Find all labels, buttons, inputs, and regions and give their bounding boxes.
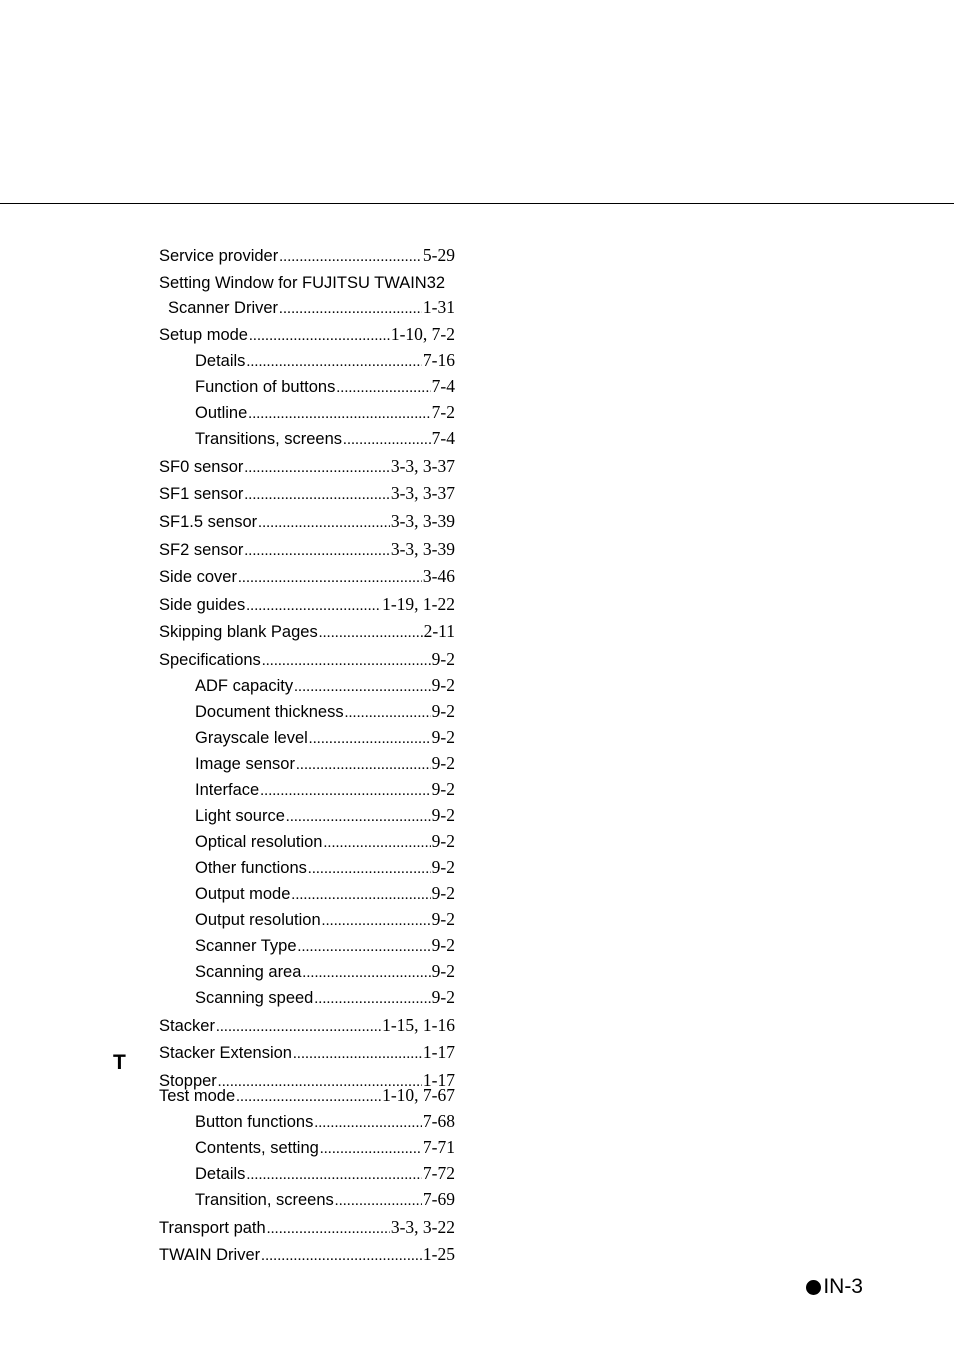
dot-leader [246, 350, 421, 374]
index-subentry [159, 426, 455, 452]
dot-leader [286, 805, 431, 829]
index-subentry [159, 400, 455, 426]
index-term: Light source [195, 806, 285, 825]
index-subentry [159, 673, 455, 699]
dot-leader [244, 483, 389, 507]
index-term: SF2 sensor [159, 540, 244, 559]
page-reference: 7-4 [431, 376, 455, 397]
index-term: Specifications [159, 650, 261, 669]
index-subentry [159, 1187, 455, 1213]
page-reference: 9-2 [431, 908, 455, 929]
index-subentry [159, 777, 455, 803]
index-term: Details [195, 1165, 246, 1183]
index-term: Optical resolution [195, 832, 323, 851]
page-reference: 9-2 [431, 674, 455, 695]
index-entry [159, 295, 455, 321]
dot-leader [246, 1163, 421, 1187]
page-reference: 9-2 [431, 726, 455, 747]
page-reference: 7-68 [422, 1111, 455, 1131]
index-entry [159, 1242, 455, 1268]
dot-leader [262, 649, 431, 673]
dot-leader [267, 1217, 390, 1241]
index-term: Stopper [159, 1071, 217, 1090]
index-entry [159, 564, 455, 590]
index-term: Grayscale level [195, 728, 308, 747]
index-entry [159, 454, 455, 480]
page-reference: 1-31 [422, 296, 455, 317]
index-subentry [159, 959, 455, 985]
index-entry [159, 1215, 455, 1241]
index-entry [159, 509, 455, 535]
dot-leader [320, 1137, 422, 1161]
page-reference: 9-2 [431, 804, 455, 825]
page-reference: 3-3, 3-37 [390, 483, 455, 504]
index-subentry [159, 725, 455, 751]
header-rule [0, 203, 954, 204]
page-reference: 3-3, 3-39 [390, 510, 455, 531]
index-subentry [159, 933, 455, 959]
index-column-s [159, 243, 455, 1094]
page-reference: 3-3, 3-39 [390, 538, 455, 559]
index-subentry [159, 699, 455, 725]
index-term: Setup mode [159, 326, 248, 345]
dot-leader [319, 621, 423, 645]
page-footer [806, 1275, 863, 1299]
index-term: Transitions, screens [195, 430, 343, 449]
page-reference: 9-2 [431, 752, 455, 773]
page-reference: 1-10, 7-2 [390, 324, 455, 345]
index-entry [159, 1013, 455, 1039]
index-entry [159, 322, 455, 348]
dot-leader [323, 831, 430, 855]
index-subentry [159, 374, 455, 400]
page-reference: 9-2 [431, 882, 455, 903]
index-subentry [159, 985, 455, 1011]
page-reference: 9-2 [431, 778, 455, 799]
page-reference: 7-4 [431, 428, 455, 449]
index-entry [159, 592, 455, 618]
index-term: Test mode [159, 1087, 236, 1105]
dot-leader [279, 297, 422, 321]
index-column-t [159, 1083, 455, 1268]
index-term: Transport path [159, 1218, 266, 1237]
index-term: Side cover [159, 568, 237, 587]
page-reference: 7-16 [422, 350, 455, 371]
page-reference: 3-3, 3-22 [390, 1216, 455, 1237]
index-term: Image sensor [195, 754, 295, 773]
dot-leader [298, 935, 431, 959]
page-reference: 9-2 [431, 934, 455, 955]
page-reference: 2-11 [423, 621, 455, 642]
index-term: SF1.5 sensor [159, 512, 258, 531]
index-entry [159, 647, 455, 673]
page-reference: 7-69 [422, 1189, 455, 1209]
dot-leader [293, 1042, 422, 1066]
index-term: Scanning area [195, 962, 302, 981]
dot-leader [345, 701, 431, 725]
index-term: TWAIN Driver [159, 1246, 261, 1265]
index-term: Setting Window for FUJITSU TWAIN32 [159, 273, 446, 292]
index-term: SF1 sensor [159, 485, 244, 504]
index-subentry [159, 1109, 455, 1135]
dot-leader [309, 727, 431, 751]
dot-leader [236, 1085, 381, 1109]
dot-leader [248, 402, 430, 426]
dot-leader [314, 987, 430, 1011]
index-term: Scanning speed [195, 988, 314, 1007]
dot-leader [335, 1189, 422, 1213]
index-subentry [159, 751, 455, 777]
page-reference: 1-17 [422, 1069, 455, 1090]
index-term: Contents, setting [195, 1139, 319, 1157]
index-term: Other functions [195, 858, 307, 877]
page-reference: 3-3, 3-37 [390, 455, 455, 476]
page-reference: 9-2 [431, 648, 455, 669]
page-reference: 1-10, 7-67 [382, 1085, 455, 1105]
dot-leader [238, 566, 422, 590]
index-term: Document thickness [195, 702, 344, 721]
page-reference: 9-2 [431, 856, 455, 877]
page-reference: 1-17 [422, 1042, 455, 1063]
page-reference: 9-2 [431, 700, 455, 721]
dot-leader [308, 857, 431, 881]
index-term: ADF capacity [195, 676, 294, 695]
index-term: Function of buttons [195, 378, 336, 397]
index-subentry [159, 855, 455, 881]
dot-leader [322, 909, 431, 933]
page-reference: 7-72 [422, 1163, 455, 1183]
page-number: IN-3 [823, 1275, 863, 1298]
index-entry [159, 243, 455, 269]
dot-leader [244, 456, 389, 480]
index-term: Service provider [159, 247, 279, 265]
index-subentry [159, 829, 455, 855]
dot-leader [336, 376, 430, 400]
page-reference: 9-2 [431, 960, 455, 981]
index-term: Side guides [159, 595, 246, 614]
page-reference: 3-46 [422, 566, 455, 587]
page-reference: 9-2 [431, 986, 455, 1007]
index-entry [159, 619, 455, 645]
dot-leader [302, 961, 430, 985]
dot-leader [291, 883, 430, 907]
dot-leader [260, 779, 430, 803]
index-subentry [159, 881, 455, 907]
index-subentry [159, 1161, 455, 1187]
index-entry [159, 1040, 455, 1066]
index-term: Skipping blank Pages [159, 623, 318, 642]
page-reference: 7-71 [422, 1137, 455, 1157]
index-term: Transition, screens [195, 1191, 334, 1209]
index-subentry [159, 803, 455, 829]
page-reference: 7-2 [431, 402, 455, 423]
index-entry [159, 1083, 455, 1109]
dot-leader [216, 1015, 381, 1039]
index-term: Details [195, 352, 246, 371]
index-term: Scanner Type [195, 936, 297, 955]
dot-leader [258, 511, 390, 535]
index-term: Output mode [195, 884, 291, 903]
page-reference: 1-15, 1-16 [382, 1014, 455, 1035]
bullet-dot-icon [806, 1280, 821, 1295]
page-reference: 1-19, 1-22 [382, 593, 455, 614]
index-term: Stacker [159, 1016, 215, 1035]
index-entry [159, 537, 455, 563]
dot-leader [343, 428, 431, 452]
index-term: Output resolution [195, 910, 321, 929]
index-subentry [159, 348, 455, 374]
index-term: Stacker Extension [159, 1044, 292, 1063]
page-reference: 9-2 [431, 830, 455, 851]
index-subentry [159, 1135, 455, 1161]
index-term: SF0 sensor [159, 457, 244, 476]
index-subentry [159, 907, 455, 933]
dot-leader [314, 1111, 422, 1135]
dot-leader [244, 539, 389, 563]
index-term: Outline [195, 404, 248, 423]
dot-leader [294, 675, 431, 699]
dot-leader [246, 594, 381, 618]
dot-leader [296, 753, 431, 777]
index-term: Interface [195, 780, 260, 799]
dot-leader [249, 324, 390, 348]
index-term: Button functions [195, 1113, 314, 1131]
page-reference: 1-25 [422, 1244, 455, 1265]
index-term-continued: Scanner Driver [168, 298, 279, 317]
index-entry [159, 481, 455, 507]
page-reference: 5-29 [422, 245, 455, 265]
dot-leader [261, 1244, 422, 1268]
section-letter-t: T [113, 1051, 126, 1074]
dot-leader [279, 245, 422, 269]
